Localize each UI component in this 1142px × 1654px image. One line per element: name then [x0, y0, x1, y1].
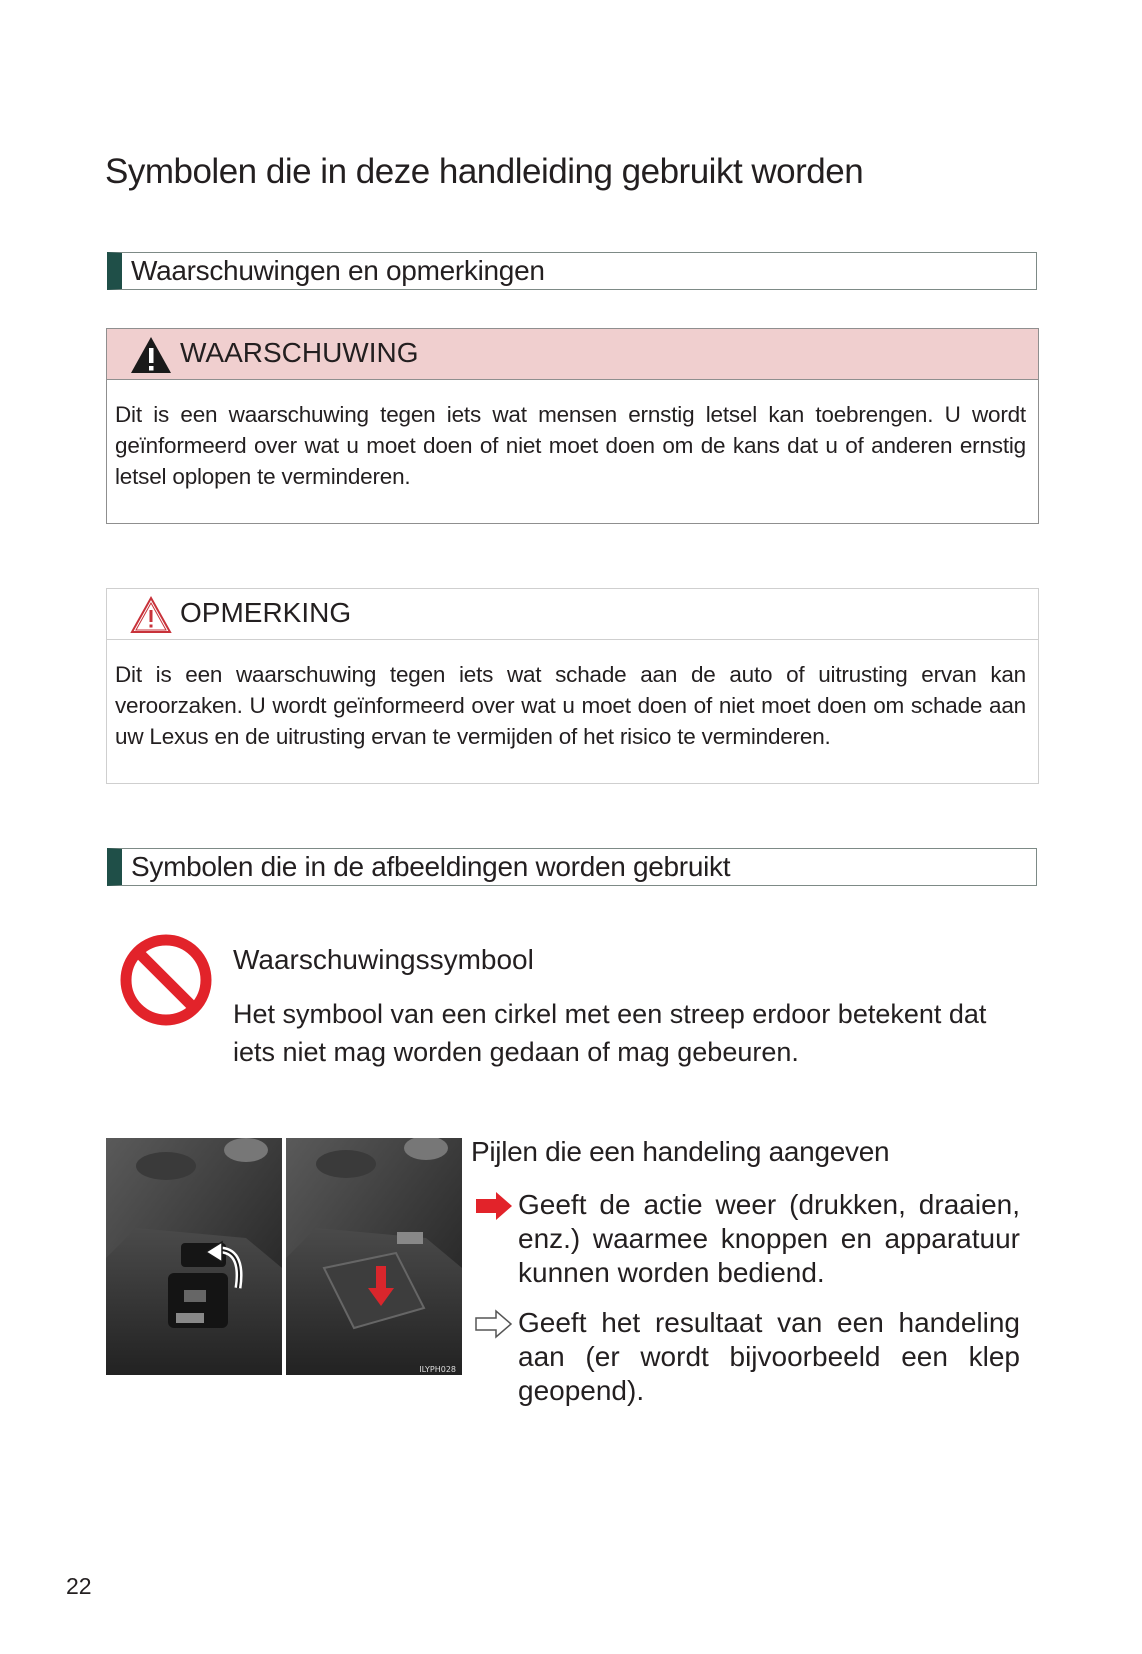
warning-heading: WAARSCHUWING — [180, 337, 419, 368]
section-header-warnings — [107, 252, 1037, 290]
notice-heading: OPMERKING — [180, 597, 352, 628]
outline-arrow-description: Geeft het resultaat van een handeling aan (er wordt bijvoorbeeld een klep geopend). — [518, 1307, 1020, 1406]
notice-body: Dit is een waarschuwing tegen iets wat schade aan de auto of uitrusting ervan kan veroorzaken. U wordt geïnformeerd over wat u moet doen of niet moet doen om schade aan uw Lexus en de uitrusting ervan te vermijden of het risico te verminderen. — [115, 662, 1026, 749]
warning-body: Dit is een waarschuwing tegen iets wat mensen ernstig letsel kan toebrengen. U wordt geïnformeerd over wat u moet doen of niet moet doen om de kans dat u of anderen ernstig letsel oplopen te verminderen. — [115, 402, 1026, 489]
warning-symbol-description: Het symbool van een cirkel met een streep erdoor betekent dat iets niet mag worden gedaan of mag gebeuren. — [233, 999, 987, 1067]
section-header-warnings-label: Waarschuwingen en opmerkingen — [131, 255, 545, 286]
arrows-title: Pijlen die een handeling aangeven — [471, 1136, 890, 1167]
page-number: 22 — [66, 1573, 92, 1599]
notice-box-header — [107, 589, 1038, 640]
section-header-symbols-label: Symbolen die in de afbeeldingen worden gebruikt — [131, 851, 731, 882]
warning-symbol-title: Waarschuwingssymbool — [233, 944, 534, 975]
photo-code: ILYPH028 — [419, 1365, 456, 1374]
notice-box — [106, 588, 1039, 784]
warning-triangle-outline-icon — [129, 595, 173, 635]
warning-box-header — [107, 329, 1038, 380]
prohibition-icon — [118, 932, 214, 1028]
warning-triangle-filled-icon — [129, 335, 173, 375]
warning-box — [106, 328, 1039, 524]
red-arrow-description: Geeft de actie weer (drukken, draaien, enz.) waarmee knoppen en apparatuur kunnen worden bediend. — [518, 1189, 1020, 1288]
red-arrow-icon — [474, 1190, 514, 1222]
operation-photo — [106, 1138, 462, 1375]
section-header-symbols — [107, 848, 1037, 886]
outline-arrow-icon — [474, 1308, 514, 1340]
page-title: Symbolen die in deze handleiding gebruikt worden — [105, 152, 864, 191]
